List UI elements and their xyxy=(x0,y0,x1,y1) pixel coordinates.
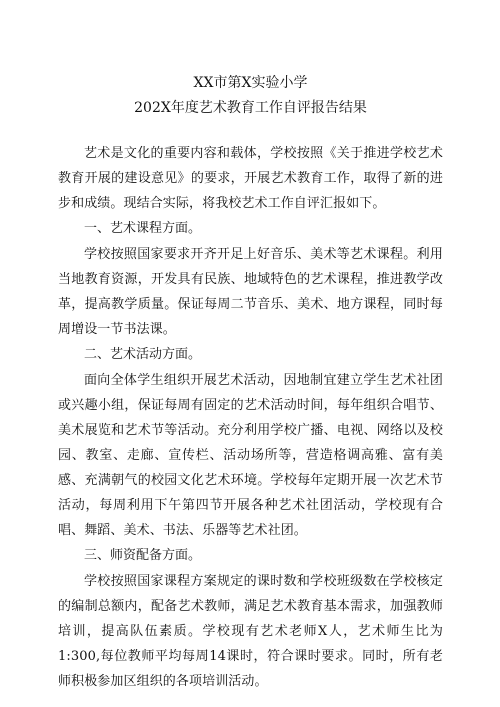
school-title: XX市第X实验小学 xyxy=(193,75,308,91)
section-body-activities: 面向全体学生组织开展艺术活动，因地制宜建立学生艺术社团或兴趣小组，保证每周有固定的艺术活动时间，每年组织合唱节、美术展览和艺术节等活动。充分利用学校广播、电视、网络以及校园、教室、走廊、宣传栏、活动场所等，营造格调高雅、富有美感、充满朝气的校园文化艺术环境。学校每年定期开展一次艺术节活动，每周利用下午第四节开展各种艺术社团活动，学校现有合唱、舞蹈、美术、书法、乐器等艺术社团。 xyxy=(58,373,443,538)
title-spacer xyxy=(58,119,443,141)
section-body-teachers: 学校按照国家课程方案规定的课时数和学校班级数在学校核定的编制总额内，配备艺术教师，满足艺术教育基本需求，加强教师培训，提高队伍素质。学校现有艺术老师X人，艺术师生比为1:300,每位教师平均每周14课时，符合课时要求。同时，所有老师积极参加区组织的各项培训活动。 xyxy=(58,574,443,689)
section-heading-activities: 二、艺术活动方面。 xyxy=(84,347,202,362)
report-title: 202X年度艺术教育工作自评报告结果 xyxy=(134,100,367,116)
section-body-curriculum: 学校按照国家要求开齐开足上好音乐、美术等艺术课程。利用当地教育资源，开发具有民族、地域特色的艺术课程，推进教学改革，提高教学质量。保证每周二节音乐、美术、地方课程，同时每周增设一节书法课。 xyxy=(58,247,443,337)
section-heading-teachers: 三、师资配备方面。 xyxy=(84,548,202,563)
intro-paragraph: 艺术是文化的重要内容和载体，学校按照《关于推进学校艺术教育开展的建设意见》的要求，开展艺术教育工作，取得了新的进步和成绩。现结合实际，将我校艺术工作自评汇报如下。 xyxy=(58,146,443,211)
section-heading-curriculum: 一、艺术课程方面。 xyxy=(84,221,202,236)
